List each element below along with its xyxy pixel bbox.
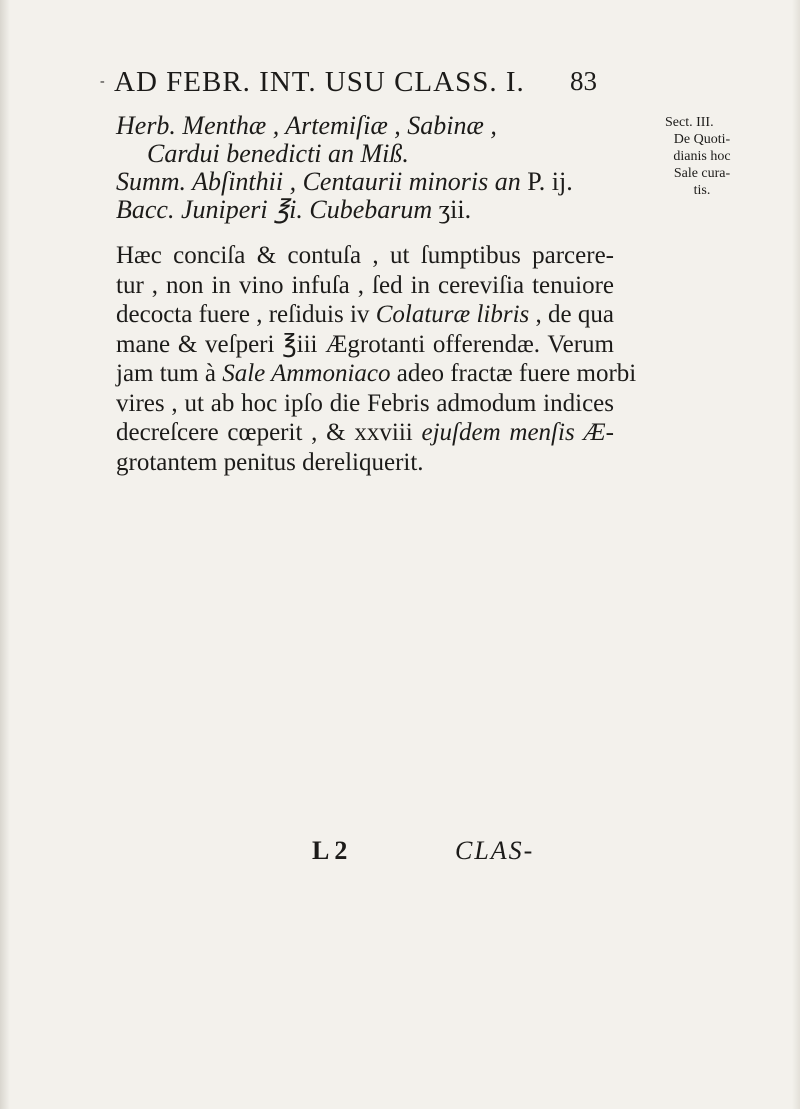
- signature-mark: L 2: [312, 836, 348, 865]
- body-line-7-a: decreſcere cœperit , &: [116, 419, 355, 446]
- recipe-bacc-text: Bacc. Juniperi ℥i. Cubebarum: [116, 195, 439, 224]
- recipe-line-bacc: [116, 196, 606, 224]
- body-paragraph: [116, 241, 637, 477]
- margin-note: [665, 114, 775, 199]
- page-edge-right: [792, 0, 800, 1109]
- page-edge-left: [0, 0, 10, 1109]
- body-line-3-numeral: iv: [349, 301, 370, 328]
- recipe-bacc-quantity: ʒii.: [438, 195, 472, 224]
- body-line-7-italic: ejuſdem menſis Æ-: [412, 419, 614, 446]
- recipe-line-summ: [116, 168, 606, 196]
- margin-section: Sect. III.: [665, 115, 714, 130]
- body-line-2: tur , non in vino infuſa , ſed in cereviſia tenuiore: [116, 271, 614, 299]
- recipe-summ-quantity: P. ij.: [520, 167, 573, 196]
- body-line-8: grotantem penitus dereliquerit.: [116, 448, 424, 476]
- page-header: [100, 66, 620, 106]
- body-line-3-d: , de qua: [529, 301, 614, 328]
- page-number: 83: [570, 66, 597, 96]
- recipe-line-herbs: Herb. Menthæ , Artemiſiæ , Sabinæ ,: [116, 111, 497, 140]
- body-line-5: [116, 359, 637, 389]
- body-line-3: [116, 300, 614, 330]
- body-line-7: [116, 418, 614, 448]
- page-footer: [0, 836, 800, 876]
- body-line-3-italic: Colaturæ libris: [369, 301, 530, 328]
- margin-line-2: dianis hoc: [673, 149, 731, 164]
- body-line-5-c: adeo fractæ fuere morbi: [390, 360, 637, 387]
- body-line-7-numeral: xxviii: [354, 419, 413, 446]
- margin-line-1: De Quoti-: [673, 132, 731, 147]
- body-line-4: mane & veſperi ℥iii Ægrotanti offerendæ. Verum: [116, 330, 614, 358]
- margin-line-3: Sale cura-: [673, 166, 731, 181]
- margin-line-4: tis.: [693, 183, 711, 198]
- body-line-5-italic: Sale Ammoniaco: [222, 360, 391, 387]
- recipe-summ-text: Summ. Abſinthii , Centaurii minoris an: [116, 167, 521, 196]
- running-head: AD FEBR. INT. USU CLASS. I.: [114, 66, 525, 98]
- recipe-line-cardui: Cardui benedicti an Miß.: [147, 139, 409, 168]
- header-mark: -: [100, 74, 105, 89]
- body-line-1: Hæc conciſa & contuſa , ut ſumptibus parcere-: [116, 242, 614, 269]
- body-line-5-a: jam tum à: [116, 360, 223, 387]
- recipe-block: [116, 112, 606, 224]
- body-line-6: vires , ut ab hoc ipſo die Febris admodum indices: [116, 389, 614, 417]
- body-line-3-a: decocta fuere , reſiduis: [116, 301, 350, 328]
- catchword: CLAS-: [455, 836, 535, 865]
